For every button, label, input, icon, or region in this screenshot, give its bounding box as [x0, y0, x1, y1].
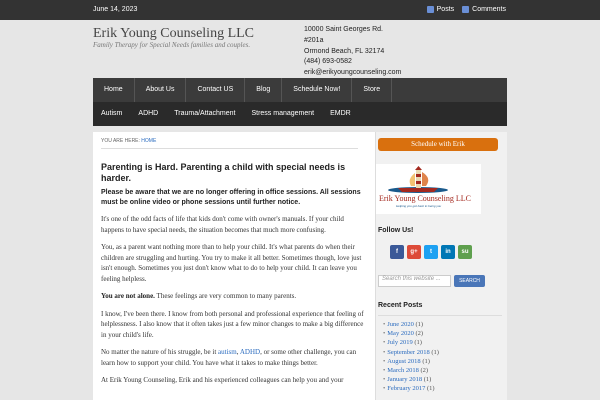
- facebook-icon[interactable]: f: [390, 245, 404, 259]
- main-content: [93, 132, 366, 400]
- rss-icon: [462, 6, 469, 13]
- site-title[interactable]: Erik Young Counseling LLC: [93, 26, 255, 41]
- primary-nav: [93, 78, 507, 102]
- twitter-icon[interactable]: t: [424, 245, 438, 259]
- paragraph-text: These feelings are very common to many parents.: [154, 292, 297, 300]
- breadcrumb: [101, 138, 358, 149]
- adhd-link[interactable]: ADHD: [239, 348, 261, 356]
- current-date: June 14, 2023: [93, 6, 138, 13]
- archive-count: (1): [422, 357, 430, 365]
- comments-feed-link[interactable]: [462, 6, 506, 13]
- nav-home[interactable]: Home: [93, 78, 135, 102]
- stumbleupon-icon[interactable]: su: [458, 245, 472, 259]
- post-paragraph: [101, 347, 364, 368]
- email-link[interactable]: erik@erikyoungcounseling.com: [304, 69, 402, 77]
- list-item: • May 2020 (2): [383, 330, 424, 338]
- lighthouse-logo-icon: [376, 164, 481, 194]
- post-paragraph: I know, I've been there. I know from both personal and professional experience that feeling of helplessness. I also know that it often takes just a few minor changes to make a big difference in your child's life.: [101, 309, 364, 339]
- nav-schedule-now[interactable]: Schedule Now!: [282, 78, 352, 102]
- address-line: 10000 Saint Georges Rd.: [304, 26, 383, 33]
- nav-trauma-attachment[interactable]: Trauma/Attachment: [174, 110, 236, 117]
- archive-list: [383, 320, 503, 394]
- list-item: • June 2020 (1): [383, 321, 424, 328]
- nav-autism[interactable]: Autism: [101, 110, 123, 117]
- list-item: • July 2019 (1): [383, 339, 422, 347]
- recent-posts-heading: Recent Posts: [378, 302, 502, 316]
- top-bar: [0, 0, 600, 20]
- nav-stress-management[interactable]: Stress management: [251, 110, 315, 117]
- archive-month-link[interactable]: July 2019: [387, 339, 413, 347]
- search-button[interactable]: SEARCH: [454, 275, 485, 287]
- post-paragraph: At Erik Young Counseling, Erik and his experienced colleagues can help you and your: [101, 376, 344, 384]
- paragraph-text: , or some other challenge, you can learn how to support your child. You have what it takes to make things better.: [101, 348, 357, 367]
- list-item: • September 2018 (1): [383, 348, 439, 356]
- autism-link[interactable]: autism: [218, 348, 237, 356]
- paragraph-text: No matter the nature of his struggle, be it: [101, 348, 219, 356]
- company-logo[interactable]: [376, 164, 481, 214]
- schedule-with-erik-button[interactable]: Schedule with Erik: [378, 138, 498, 151]
- paragraph-text: ,: [236, 348, 240, 356]
- archive-month-link[interactable]: August 2018: [387, 357, 421, 365]
- archive-count: (1): [423, 376, 432, 384]
- posts-feed-link[interactable]: [427, 6, 455, 13]
- breadcrumb-prefix: YOU ARE HERE:: [101, 138, 140, 144]
- archive-month-link[interactable]: March 2018: [387, 367, 419, 375]
- logo-text: Erik Young Counseling LLC: [379, 194, 472, 203]
- sidebar: [375, 132, 507, 400]
- site-description: Family Therapy for Special Needs families and couples.: [93, 41, 251, 49]
- list-item: • March 2018 (2): [383, 367, 429, 375]
- nav-contact-us[interactable]: Contact US: [186, 78, 245, 102]
- site-header: [93, 22, 507, 76]
- archive-month-link[interactable]: June 2020: [387, 321, 414, 328]
- list-item: • February 2017 (1): [383, 385, 435, 393]
- logo-tagline: Helping you get back to being you: [396, 204, 442, 208]
- google-plus-icon[interactable]: g+: [407, 245, 421, 259]
- nav-adhd[interactable]: ADHD: [138, 110, 159, 117]
- list-item: • January 2018 (1): [383, 376, 432, 384]
- archive-count: (2): [420, 367, 429, 375]
- linkedin-icon[interactable]: in: [441, 245, 455, 259]
- nav-about-us[interactable]: About Us: [135, 78, 187, 102]
- post-paragraph: [101, 291, 364, 302]
- address-line: Ormond Beach, FL 32174: [304, 47, 385, 55]
- post-paragraph: It's one of the odd facts of life that kids don't come with owner's manuals. If your child happens to have special needs, the situation becomes that much more confusing.: [101, 215, 344, 234]
- nav-emdr[interactable]: EMDR: [330, 110, 351, 117]
- phone-number: (484) 693-0582: [304, 58, 352, 66]
- archive-month-link[interactable]: May 2020: [387, 330, 414, 338]
- office-notice: Please be aware that we are no longer offering in office sessions. All sessions must be online video or phone sessions until further notice.: [101, 189, 361, 206]
- address-line: #201a: [304, 36, 324, 44]
- archive-month-link[interactable]: January 2018: [387, 376, 423, 384]
- breadcrumb-home-link[interactable]: HOME: [141, 138, 157, 144]
- post-article: [101, 162, 364, 393]
- archive-month-link[interactable]: September 2018: [387, 348, 430, 356]
- nav-blog[interactable]: Blog: [245, 78, 282, 102]
- archive-count: (1): [414, 339, 422, 347]
- list-item: • August 2018 (1): [383, 357, 430, 365]
- archive-count: (1): [431, 348, 439, 356]
- emphasis-text: You are not alone.: [101, 292, 155, 300]
- search-input[interactable]: Search this website ...: [378, 275, 451, 287]
- archive-count: (1): [427, 385, 435, 393]
- post-title: Parenting is Hard. Parenting a child with special needs is harder.: [101, 162, 346, 183]
- content-area: [93, 132, 507, 400]
- contact-address: [304, 25, 401, 79]
- secondary-nav: [93, 102, 507, 126]
- social-icons: [390, 245, 472, 259]
- rss-icon: [427, 6, 434, 13]
- nav-store[interactable]: Store: [352, 78, 392, 102]
- archive-count: (1): [415, 321, 424, 328]
- archive-month-link[interactable]: February 2017: [387, 385, 426, 393]
- archive-count: (2): [415, 330, 424, 338]
- posts-feed-label: Posts: [436, 6, 455, 13]
- feed-links: [427, 6, 506, 13]
- follow-us-heading: Follow Us!: [378, 227, 414, 234]
- post-paragraph: You, as a parent want nothing more than to help your child. It's what parents do when their children are struggling and hurting. You try to make it all better. Sometimes though, love just isn't enough. Sometimes you just don't know what to do to help your child. It can leave you feeling helpless.: [101, 243, 362, 283]
- comments-feed-label: Comments: [472, 6, 506, 13]
